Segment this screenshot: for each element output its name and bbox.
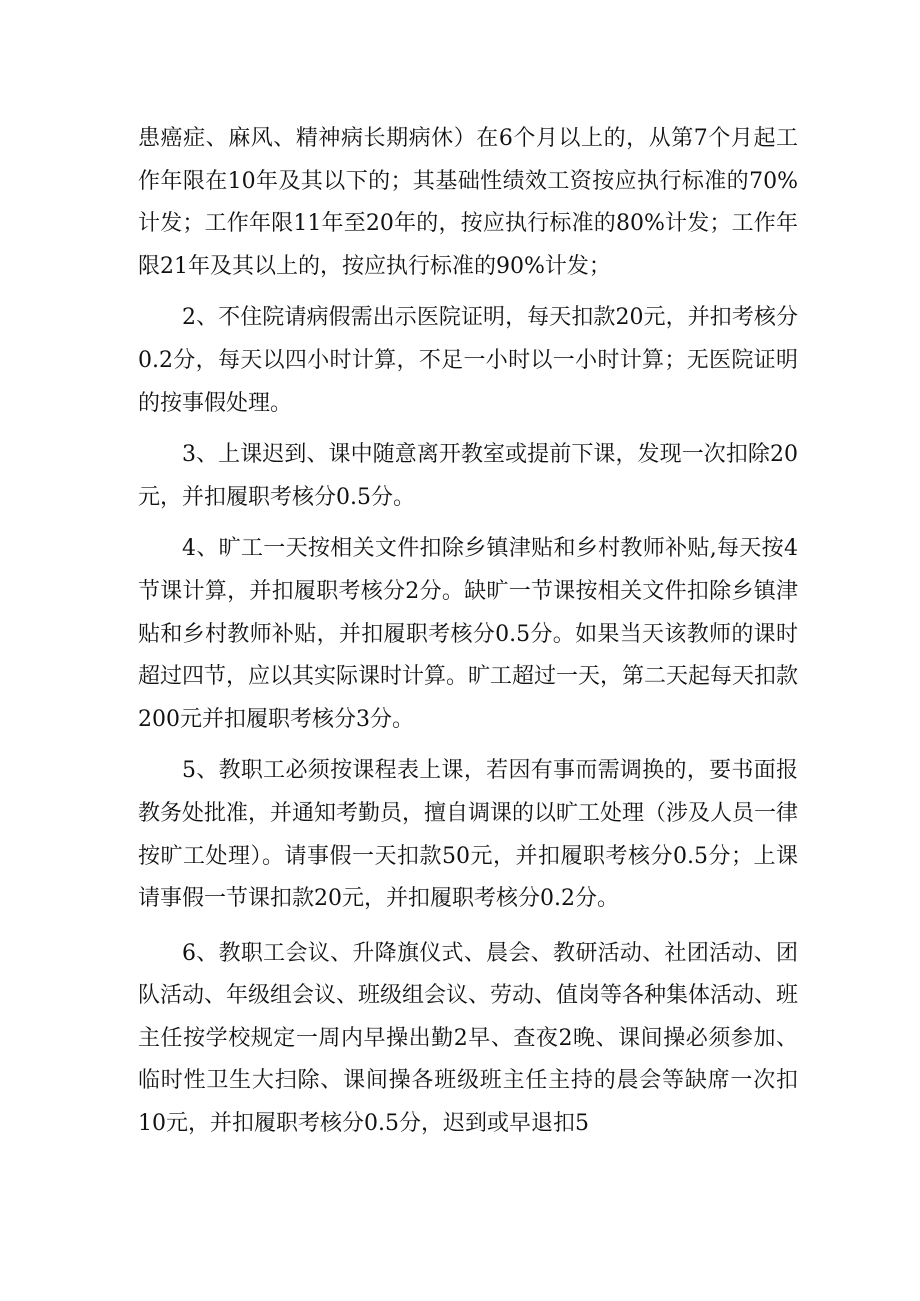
paragraph-item-3: 3、上课迟到、课中随意离开教室或提前下课，发现一次扣除20元，并扣履职考核分0.5分。 [138,442,798,510]
document-body [138,118,798,1146]
paragraph-item-4: 4、旷工一天按相关文件扣除乡镇津贴和乡村教师补贴,每天按4节课计算，并扣履职考核分2分。缺旷一节课按相关文件扣除乡镇津贴和乡村教师补贴，并扣履职考核分0.5分。如果当天该教师的课时超过四节，应以其实际课时计算。旷工超过一天，第二天起每天扣款200元并扣履职考核分3分。 [138,536,799,732]
paragraph-continued: 患癌症、麻风、精神病长期病休）在6个月以上的，从第7个月起工作年限在10年及其以下的；其基础性绩效工资按应执行标准的70%计发；工作年限11年至20年的，按应执行标准的80%计发；工作年限21年及其以上的，按应执行标准的90%计发； [138,126,798,279]
paragraph-item-6: 6、教职工会议、升降旗仪式、晨会、教研活动、社团活动、团队活动、年级组会议、班级组会议、劳动、值岗等各种集体活动、班主任按学校规定一周内早操出勤2早、查夜2晚、课间操必须参加、临时性卫生大扫除、课间操各班级班主任主持的晨会等缺席一次扣10元，并扣履职考核分0.5分，迟到或早退扣5 [138,940,799,1137]
paragraph-item-2: 2、不住院请病假需出示医院证明，每天扣款20元，并扣考核分0.2分，每天以四小时计算，不足一小时以一小时计算；无医院证明的按事假处理。 [138,305,798,416]
paragraph-item-5: 5、教职工必须按课程表上课，若因有事而需调换的，要书面报教务处批准，并通知考勤员，擅自调课的以旷工处理（涉及人员一律按旷工处理）。请事假一天扣款50元，并扣履职考核分0.5分；上课请事假一节课扣款20元，并扣履职考核分0.2分。 [138,758,799,912]
